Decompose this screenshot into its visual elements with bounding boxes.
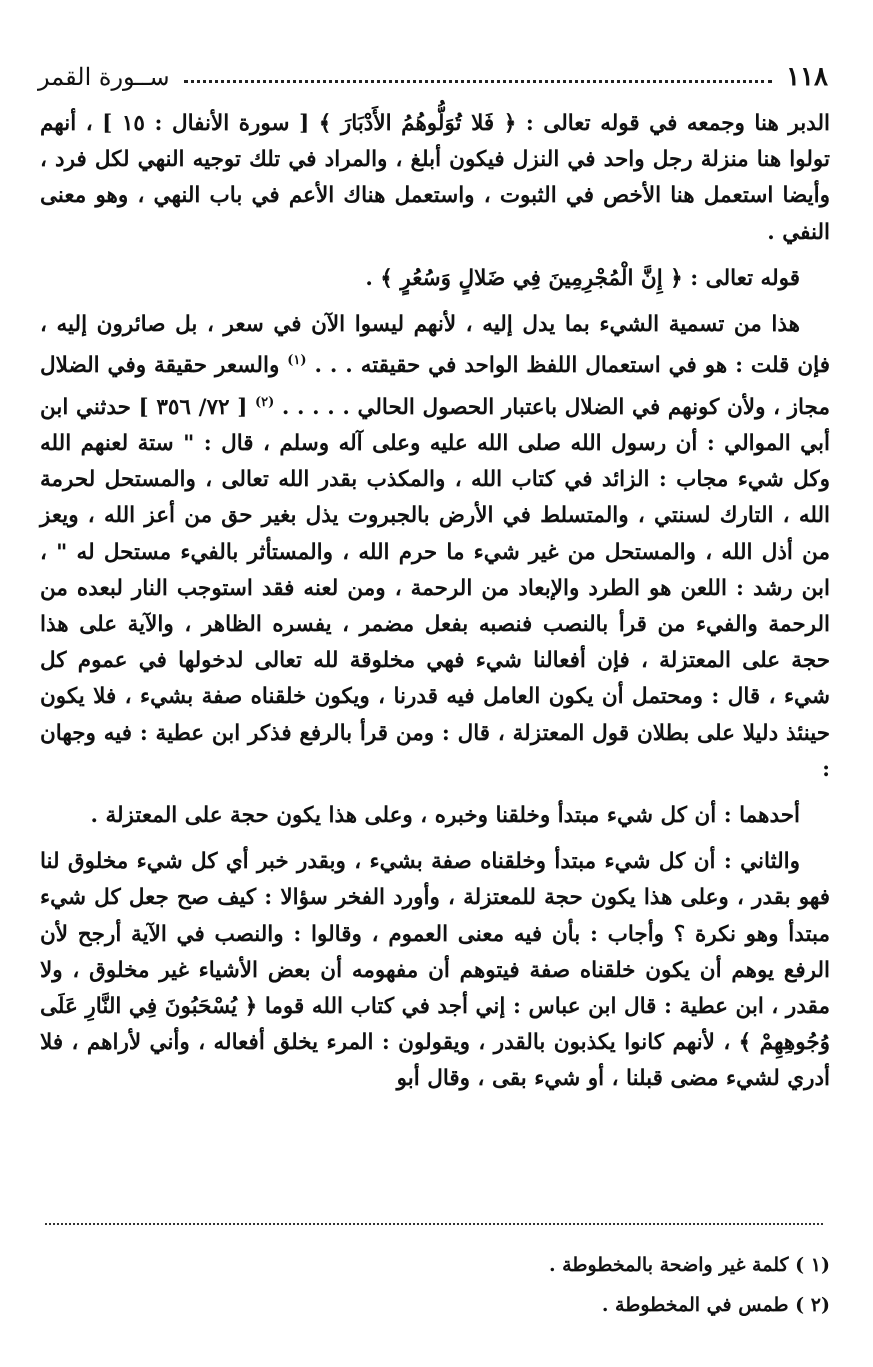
page-number: ١١٨ bbox=[786, 62, 828, 92]
footnote-ref-1: (١) bbox=[287, 353, 307, 369]
paragraph-first-view: أحدهما : أن كل شيء مبتدأ وخلقنا وخبره ، وعلى هذا يكون حجة على المعتزلة . bbox=[90, 802, 800, 828]
footnote-ref-2: (٢) bbox=[255, 394, 275, 410]
commentary-part-1: هذا من تسمية الشيء بما يدل إليه ، لأنهم ليسوا الآن في سعر ، بل صائرون إليه ، فإن قلت : هو في استعمال اللفظ الواحد في حقيقته . . . bbox=[40, 312, 830, 379]
paragraph-second-view: والثاني : أن كل شيء مبتدأ وخلقناه صفة بشيء ، وبقدر خبر أي كل شيء مخلوق لنا فهو بقدر ، وعلى هذا يكون حجة للمعتزلة ، وأورد الفخر سؤالا : كيف صح جعل كل شيء مبتدأ وهو نكرة ؟ وأجاب : بأن فيه معنى العموم ، وقالوا : والنصب في الآية أرجح لأن الرفع يوهم أن يكون خلقناه صفة فيتوهم أن مفهومه أن بعض الأشياء غير مخلوق ، ولا مقدر ، ابن عطية : قال ابن عباس : إني أجد في كتاب الله قوما ﴿ يُسْحَبُونَ فِي النَّارِ عَلَى وُجُوهِهِمْ ﴾ ، لأنهم كانوا يكذبون بالقدر ، ويقولون : المرء يخلق أفعاله ، وأني لأراهم ، فلا أدري لشيء مضى قبلنا ، أو شيء بقى ، وقال أبو bbox=[40, 849, 830, 1092]
header-dotted-rule bbox=[184, 80, 772, 83]
surah-title: ســورة القمر bbox=[38, 63, 170, 91]
footnote-2: (٢ ) طمس في المخطوطة . bbox=[601, 1294, 830, 1316]
commentary-part-2: والسعر حقيقة وفي الضلال مجاز ، ولأن كونهم في الضلال باعتبار الحصول الحالي . . . . . bbox=[40, 353, 830, 420]
page-header bbox=[38, 62, 828, 92]
footnotes bbox=[40, 1245, 830, 1325]
paragraph-commentary bbox=[40, 307, 830, 788]
page-body bbox=[40, 106, 830, 1098]
paragraph-verse-quote: قوله تعالى : ﴿ إِنَّ الْمُجْرِمِينَ فِي ضَلالٍ وَسُعُرٍ ﴾ . bbox=[365, 265, 800, 291]
footnote-separator bbox=[45, 1223, 823, 1225]
commentary-part-3: [ ٧٢/ ٣٥٦ ] حدثني ابن أبي الموالي : أن رسول الله صلى الله عليه وعلى آله وسلم ، قال : " ستة لعنهم الله وكل شيء مجاب : الزائد في كتاب الله ، والمكذب بقدر الله تعالى ، والمستحل لحرمة الله ، التارك لسنتي ، والمتسلط في الأرض بالجبروت يذل بغير حق من أعز الله ، ويعز من أذل الله ، والمستحل من غير شيء ما حرم الله ، والمستأثر بالفيء مستحل له " ، ابن رشد : اللعن هو الطرد والإبعاد من الرحمة ، ومن لعنه فقد استوجب النار لبعده من الرحمة والفيء من قرأ بالنصب فنصبه بفعل مضمر ، يفسره الظاهر ، والآية على هذا حجة على المعتزلة ، فإن أفعالنا شيء فهي مخلوقة لله تعالى لدخولها في عموم كل شيء ، قال : ومحتمل أن يكون العامل فيه قدرنا ، ويكون خلقناه صفة بشيء ، فلا يكون حينئذ دليلا على بطلان قول المعتزلة ، قال : ومن قرأ بالرفع فذكر ابن عطية : فيه وجهان : bbox=[40, 394, 830, 782]
paragraph-1: الدبر هنا وجمعه في قوله تعالى : ﴿ فَلا تُوَلُّوهُمُ الأَدْبَارَ ﴾ [ سورة الأنفال : ١٥ ] ، أنهم تولوا هنا منزلة رجل واحد في النزل فيكون أبلغ ، والمراد في تلك توجيه النهي لكل فرد ، وأيضا استعمل هنا الأخص في الثبوت ، واستعمل هناك الأعم في باب النهي ، وهو معنى النفي . bbox=[40, 111, 830, 245]
footnote-1: (١ ) كلمة غير واضحة بالمخطوطة . bbox=[548, 1254, 830, 1276]
